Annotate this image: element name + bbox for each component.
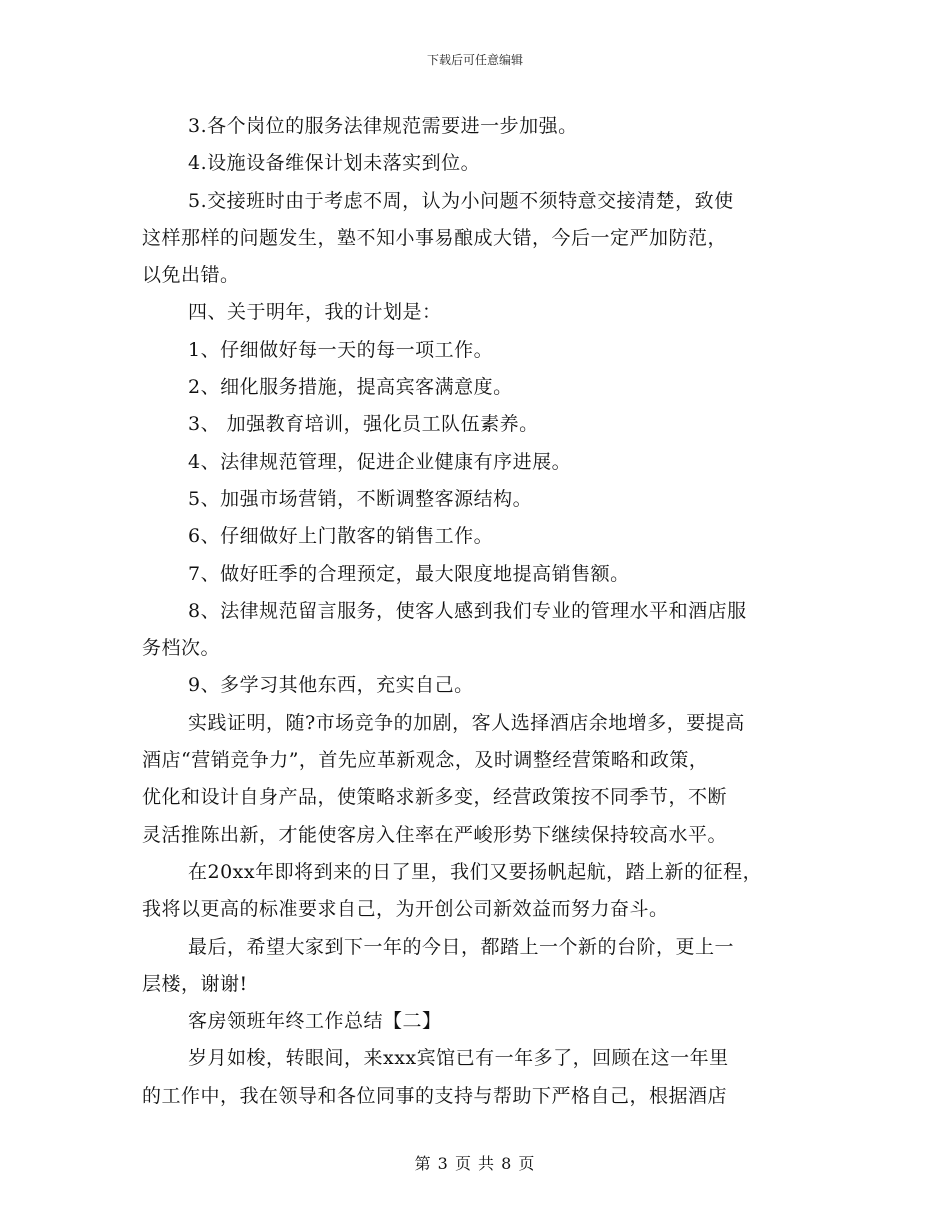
body-line-13: 7、做好旺季的合理预定，最大限度地提高销售额。 [188, 562, 630, 585]
body-line-23: 最后，希望大家到下一年的今日，都踏上一个新的台阶，更上一 [188, 935, 735, 958]
body-line-2: 4.设施设备维保计划未落实到位。 [188, 152, 481, 175]
body-line-9: 3、 加强教育培训，强化员工队伍素养。 [188, 413, 539, 436]
body-line-11: 5、加强市场营销，不断调整客源结构。 [188, 487, 533, 510]
body-line-25: 客房领班年终工作总结【二】 [188, 1010, 442, 1033]
body-line-4: 这样那样的问题发生，塾不知小事易酿成大错，今后一定严加防范， [142, 226, 728, 249]
body-line-15: 务档次。 [142, 637, 221, 660]
body-line-3: 5.交接班时由于考虑不周，认为小问题不须特意交接清楚，致使 [188, 189, 734, 212]
body-line-7: 1、仔细做好每一天的每一项工作。 [188, 338, 494, 361]
body-line-24: 层楼，谢谢! [142, 972, 248, 995]
body-line-21: 在20xx年即将到来的日了里，我们又要扬帆起航，踏上新的征程， [188, 860, 763, 883]
body-line-22: 我将以更高的标准要求自己，为开创公司新效益而努力奋斗。 [142, 898, 669, 921]
body-line-5: 以免出错。 [142, 264, 240, 287]
body-line-16: 9、多学习其他东西，充实自己。 [188, 674, 474, 697]
page-footer-number: 第 3 页 共 8 页 [414, 1154, 536, 1173]
body-line-18: 酒店“营销竞争力”，首先应革新观念，及时调整经营策略和政策， [142, 749, 709, 772]
body-line-14: 8、法律规范留言服务，使客人感到我们专业的管理水平和酒店服 [188, 599, 747, 622]
body-line-20: 灵活推陈出新，才能使客房入住率在严峻形势下继续保持较高水平。 [142, 823, 728, 846]
document-body [142, 108, 832, 1115]
body-line-8: 2、细化服务措施，提高宾客满意度。 [188, 376, 513, 399]
body-line-19: 优化和设计自身产品，使策略求新多变，经营政策按不同季节，不断 [142, 786, 728, 809]
body-line-27: 的工作中，我在领导和各位同事的支持与帮助下严格自己，根据酒店 [142, 1084, 728, 1107]
body-line-10: 4、法律规范管理，促进企业健康有序进展。 [188, 450, 572, 473]
page-header-note: 下载后可任意编辑 [426, 53, 523, 67]
body-line-12: 6、仔细做好上门散客的销售工作。 [188, 525, 494, 548]
body-line-1: 3.各个岗位的服务法律规范需要进一步加强。 [188, 115, 578, 137]
body-line-26: 岁月如梭，转眼间，来xxx宾馆已有一年多了，回顾在这一年里 [188, 1047, 729, 1070]
body-line-6: 四、关于明年，我的计划是： [188, 301, 442, 324]
body-line-17: 实践证明，随?市场竞争的加剧，客人选择酒店余地增多，要提高 [188, 711, 745, 734]
